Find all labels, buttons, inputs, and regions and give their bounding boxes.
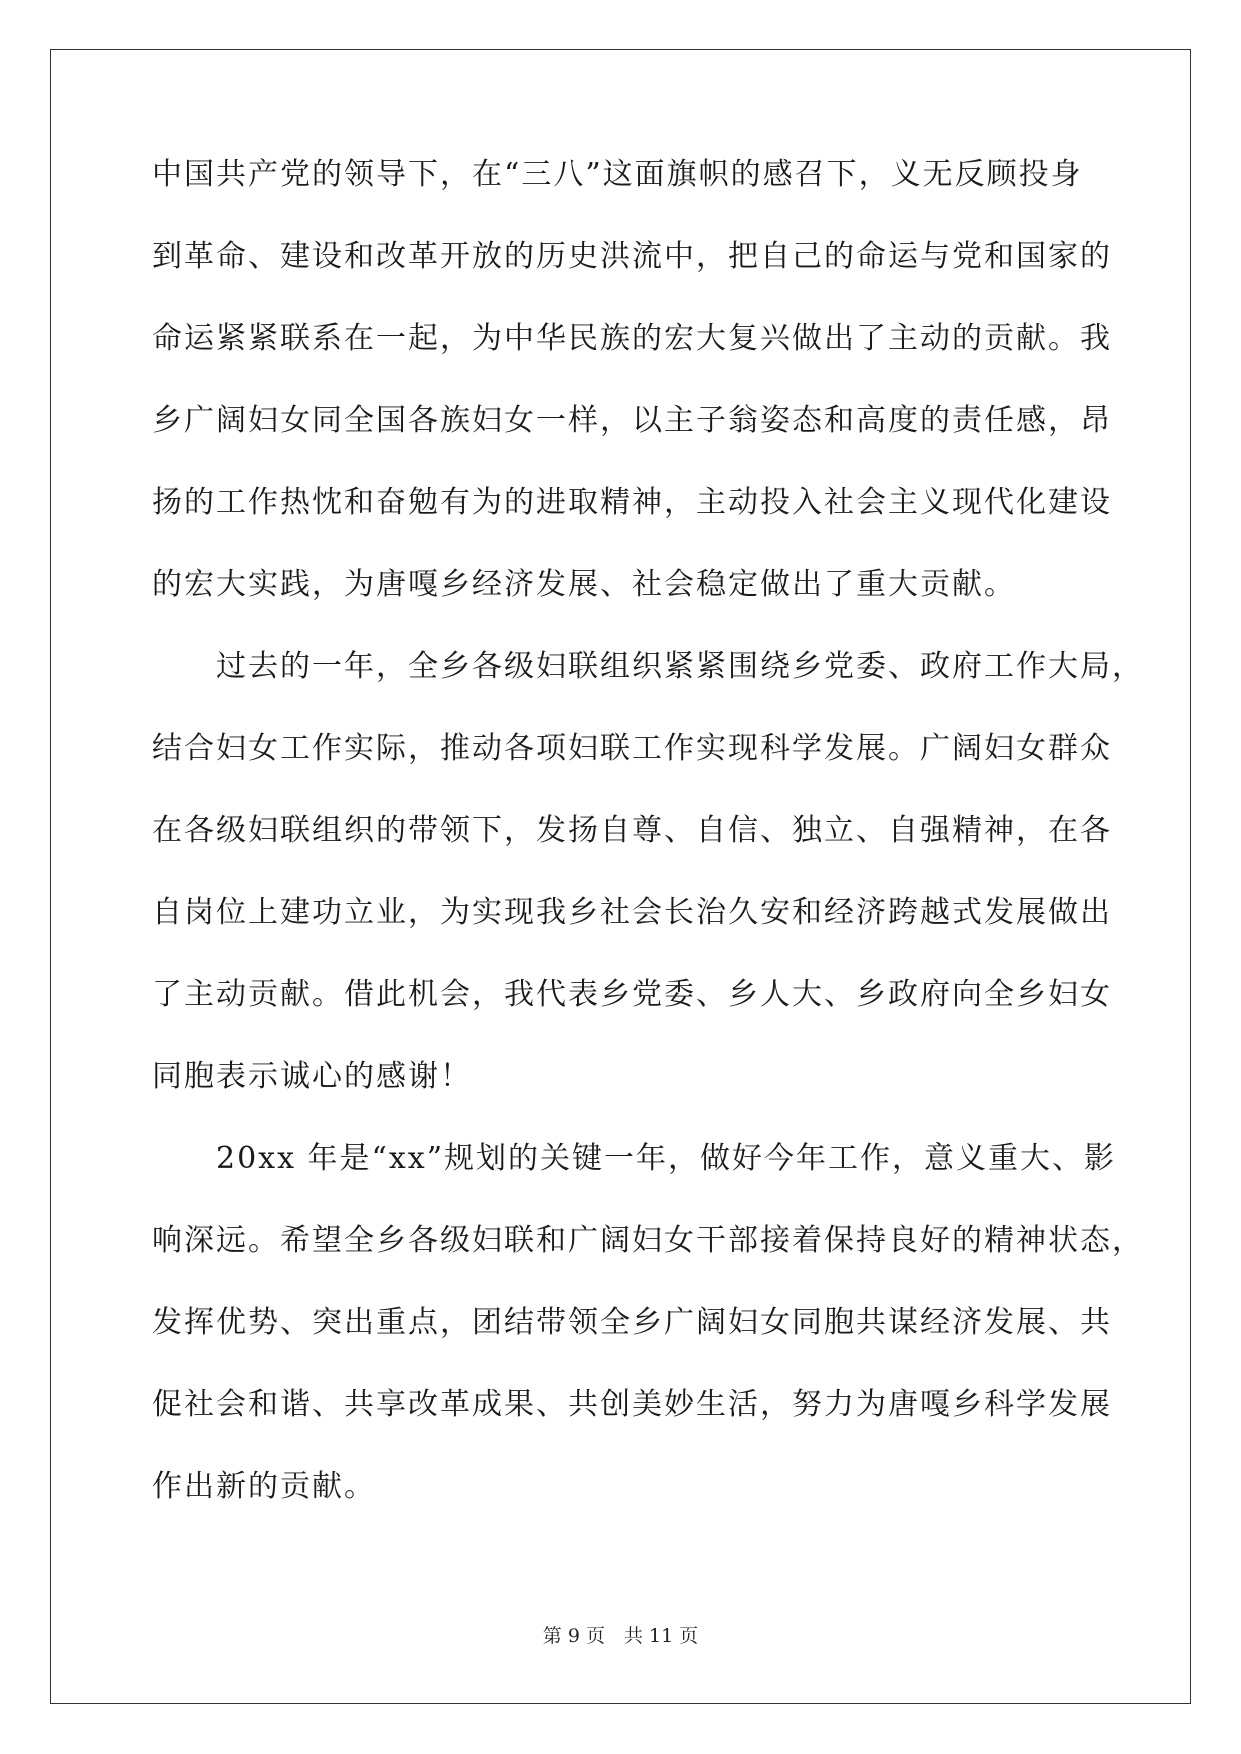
text-line: 扬的工作热忱和奋勉有为的进取精神，主动投入社会主义现代化建设	[152, 485, 1112, 520]
text-line: 自岗位上建功立业，为实现我乡社会长治久安和经济跨越式发展做出	[152, 895, 1112, 930]
paragraph-3	[152, 1139, 1144, 1549]
text-line: 同胞表示诚心的感谢！	[152, 1059, 472, 1094]
text-line: 的宏大实践，为唐嘎乡经济发展、社会稳定做出了重大贡献。	[152, 567, 1016, 602]
text-line: 命运紧紧联系在一起，为中华民族的宏大复兴做出了主动的贡献。我	[152, 321, 1112, 356]
text-line: 到革命、建设和改革开放的历史洪流中，把自己的命运与党和国家的	[152, 239, 1112, 274]
page-number-footer: 第 9 页 共 11 页	[542, 1625, 699, 1647]
paragraph-1	[152, 155, 1112, 647]
text-line: 过去的一年，全乡各级妇联组织紧紧围绕乡党委、政府工作大局，	[152, 649, 1144, 684]
text-line: 作出新的贡献。	[152, 1469, 376, 1504]
text-line: 了主动贡献。借此机会，我代表乡党委、乡人大、乡政府向全乡妇女	[152, 977, 1112, 1012]
paragraph-2	[152, 647, 1144, 1139]
text-line: 中国共产党的领导下，在“三八”这面旗帜的感召下，义无反顾投身	[152, 157, 1083, 192]
text-line: 乡广阔妇女同全国各族妇女一样，以主子翁姿态和高度的责任感，昂	[152, 403, 1112, 438]
text-line: 20xx 年是“xx”规划的关键一年，做好今年工作，意义重大、影	[152, 1141, 1117, 1176]
text-line: 响深远。希望全乡各级妇联和广阔妇女干部接着保持良好的精神状态，	[152, 1223, 1144, 1258]
text-line: 发挥优势、突出重点，团结带领全乡广阔妇女同胞共谋经济发展、共	[152, 1305, 1112, 1340]
text-line: 在各级妇联组织的带领下，发扬自尊、自信、独立、自强精神，在各	[152, 813, 1112, 848]
document-body	[152, 155, 1144, 1549]
text-line: 促社会和谐、共享改革成果、共创美妙生活，努力为唐嘎乡科学发展	[152, 1387, 1112, 1422]
text-line: 结合妇女工作实际，推动各项妇联工作实现科学发展。广阔妇女群众	[152, 731, 1112, 766]
